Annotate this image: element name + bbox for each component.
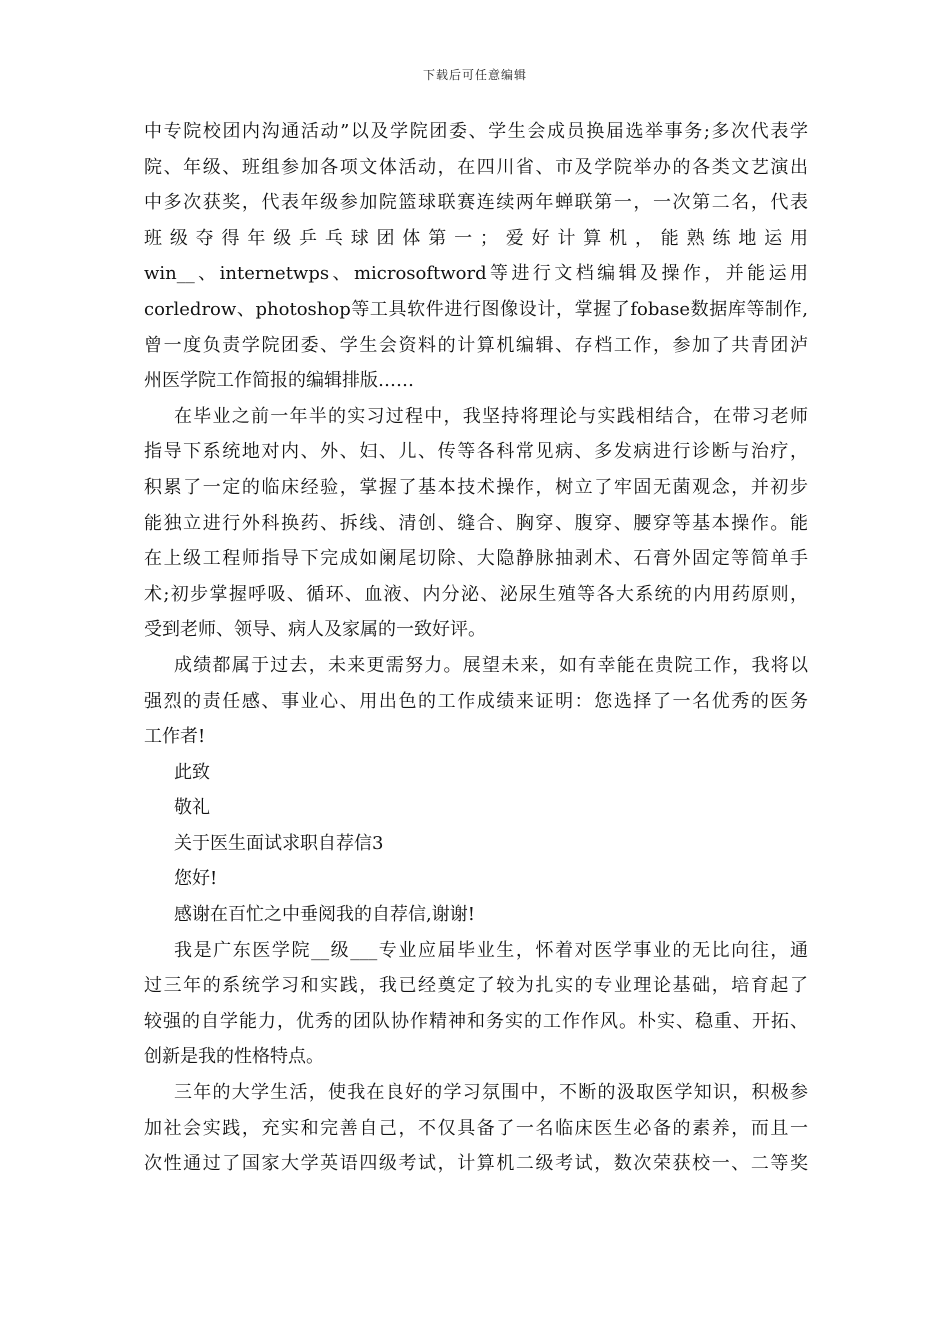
text-line: 您好!: [174, 868, 218, 890]
text-line: 在上级工程师指导下完成如阑尾切除、大隐静脉抽剥术、石膏外固定等简单手: [144, 548, 808, 570]
text-line: 工作者!: [144, 726, 206, 748]
text-line: 此致: [174, 761, 210, 783]
text-line: 加社会实践，充实和完善自己，不仅具备了一名临床医生必备的素养，而且一: [144, 1117, 808, 1139]
text-line: 关于医生面试求职自荐信3: [174, 832, 384, 854]
text-line: 州医学院工作简报的编辑排版……: [144, 370, 414, 392]
text-line: 在毕业之前一年半的实习过程中，我坚持将理论与实践相结合，在带习老师: [174, 405, 808, 427]
text-line: corledrow、photoshop等工具软件进行图像设计，掌握了fobase数据库等制作,: [144, 298, 808, 320]
document-body: [144, 114, 808, 1182]
text-line: 积累了一定的临床经验，掌握了基本技术操作，树立了牢固无菌观念，并初步: [144, 476, 808, 498]
text-line: 次性通过了国家大学英语四级考试，计算机二级考试，数次荣获校一、二等奖: [144, 1153, 808, 1175]
text-line: 创新是我的性格特点。: [144, 1046, 324, 1068]
text-line: 班级夺得年级乒乓球团体第一；爱好计算机，能熟练地运用: [144, 227, 808, 249]
text-line: 较强的自学能力，优秀的团队协作精神和务实的工作作风。朴实、稳重、开拓、: [144, 1010, 808, 1032]
text-line: 曾一度负责学院团委、学生会资料的计算机编辑、存档工作，参加了共青团泸: [144, 334, 808, 356]
text-line: 受到老师、领导、病人及家属的一致好评。: [144, 619, 486, 641]
text-line: 中多次获奖，代表年级参加院篮球联赛连续两年蝉联第一，一次第二名，代表: [144, 192, 808, 214]
text-line: 术;初步掌握呼吸、循环、血液、内分泌、泌尿生殖等各大系统的内用药原则，: [144, 583, 808, 605]
text-line: 院、年级、班组参加各项文体活动，在四川省、市及学院举办的各类文艺演出: [144, 156, 808, 178]
page-header: 下载后可任意编辑: [422, 68, 527, 82]
text-line: 指导下系统地对内、外、妇、儿、传等各科常见病、多发病进行诊断与治疗，: [144, 441, 808, 463]
text-line: 成绩都属于过去，未来更需努力。展望未来，如有幸能在贵院工作，我将以: [174, 654, 808, 676]
text-line: 强烈的责任感、事业心、用出色的工作成绩来证明：您选择了一名优秀的医务: [144, 690, 808, 712]
text-line: 三年的大学生活，使我在良好的学习氛围中，不断的汲取医学知识，积极参: [174, 1082, 808, 1104]
text-line: 中专院校团内沟通活动”以及学院团委、学生会成员换届选举事务;多次代表学: [144, 121, 808, 142]
text-line: 我是广东医学院__级___专业应届毕业生，怀着对医学事业的无比向往，通: [174, 939, 808, 961]
text-line: 敬礼: [174, 797, 210, 819]
text-line: win__、internetwps、microsoftword等进行文档编辑及操作，并能运用: [144, 263, 808, 285]
text-line: 感谢在百忙之中垂阅我的自荐信,谢谢!: [174, 904, 475, 926]
text-line: 过三年的系统学习和实践，我已经奠定了较为扎实的专业理论基础，培育起了: [144, 975, 808, 997]
text-line: 能独立进行外科换药、拆线、清创、缝合、胸穿、腹穿、腰穿等基本操作。能: [144, 512, 808, 534]
